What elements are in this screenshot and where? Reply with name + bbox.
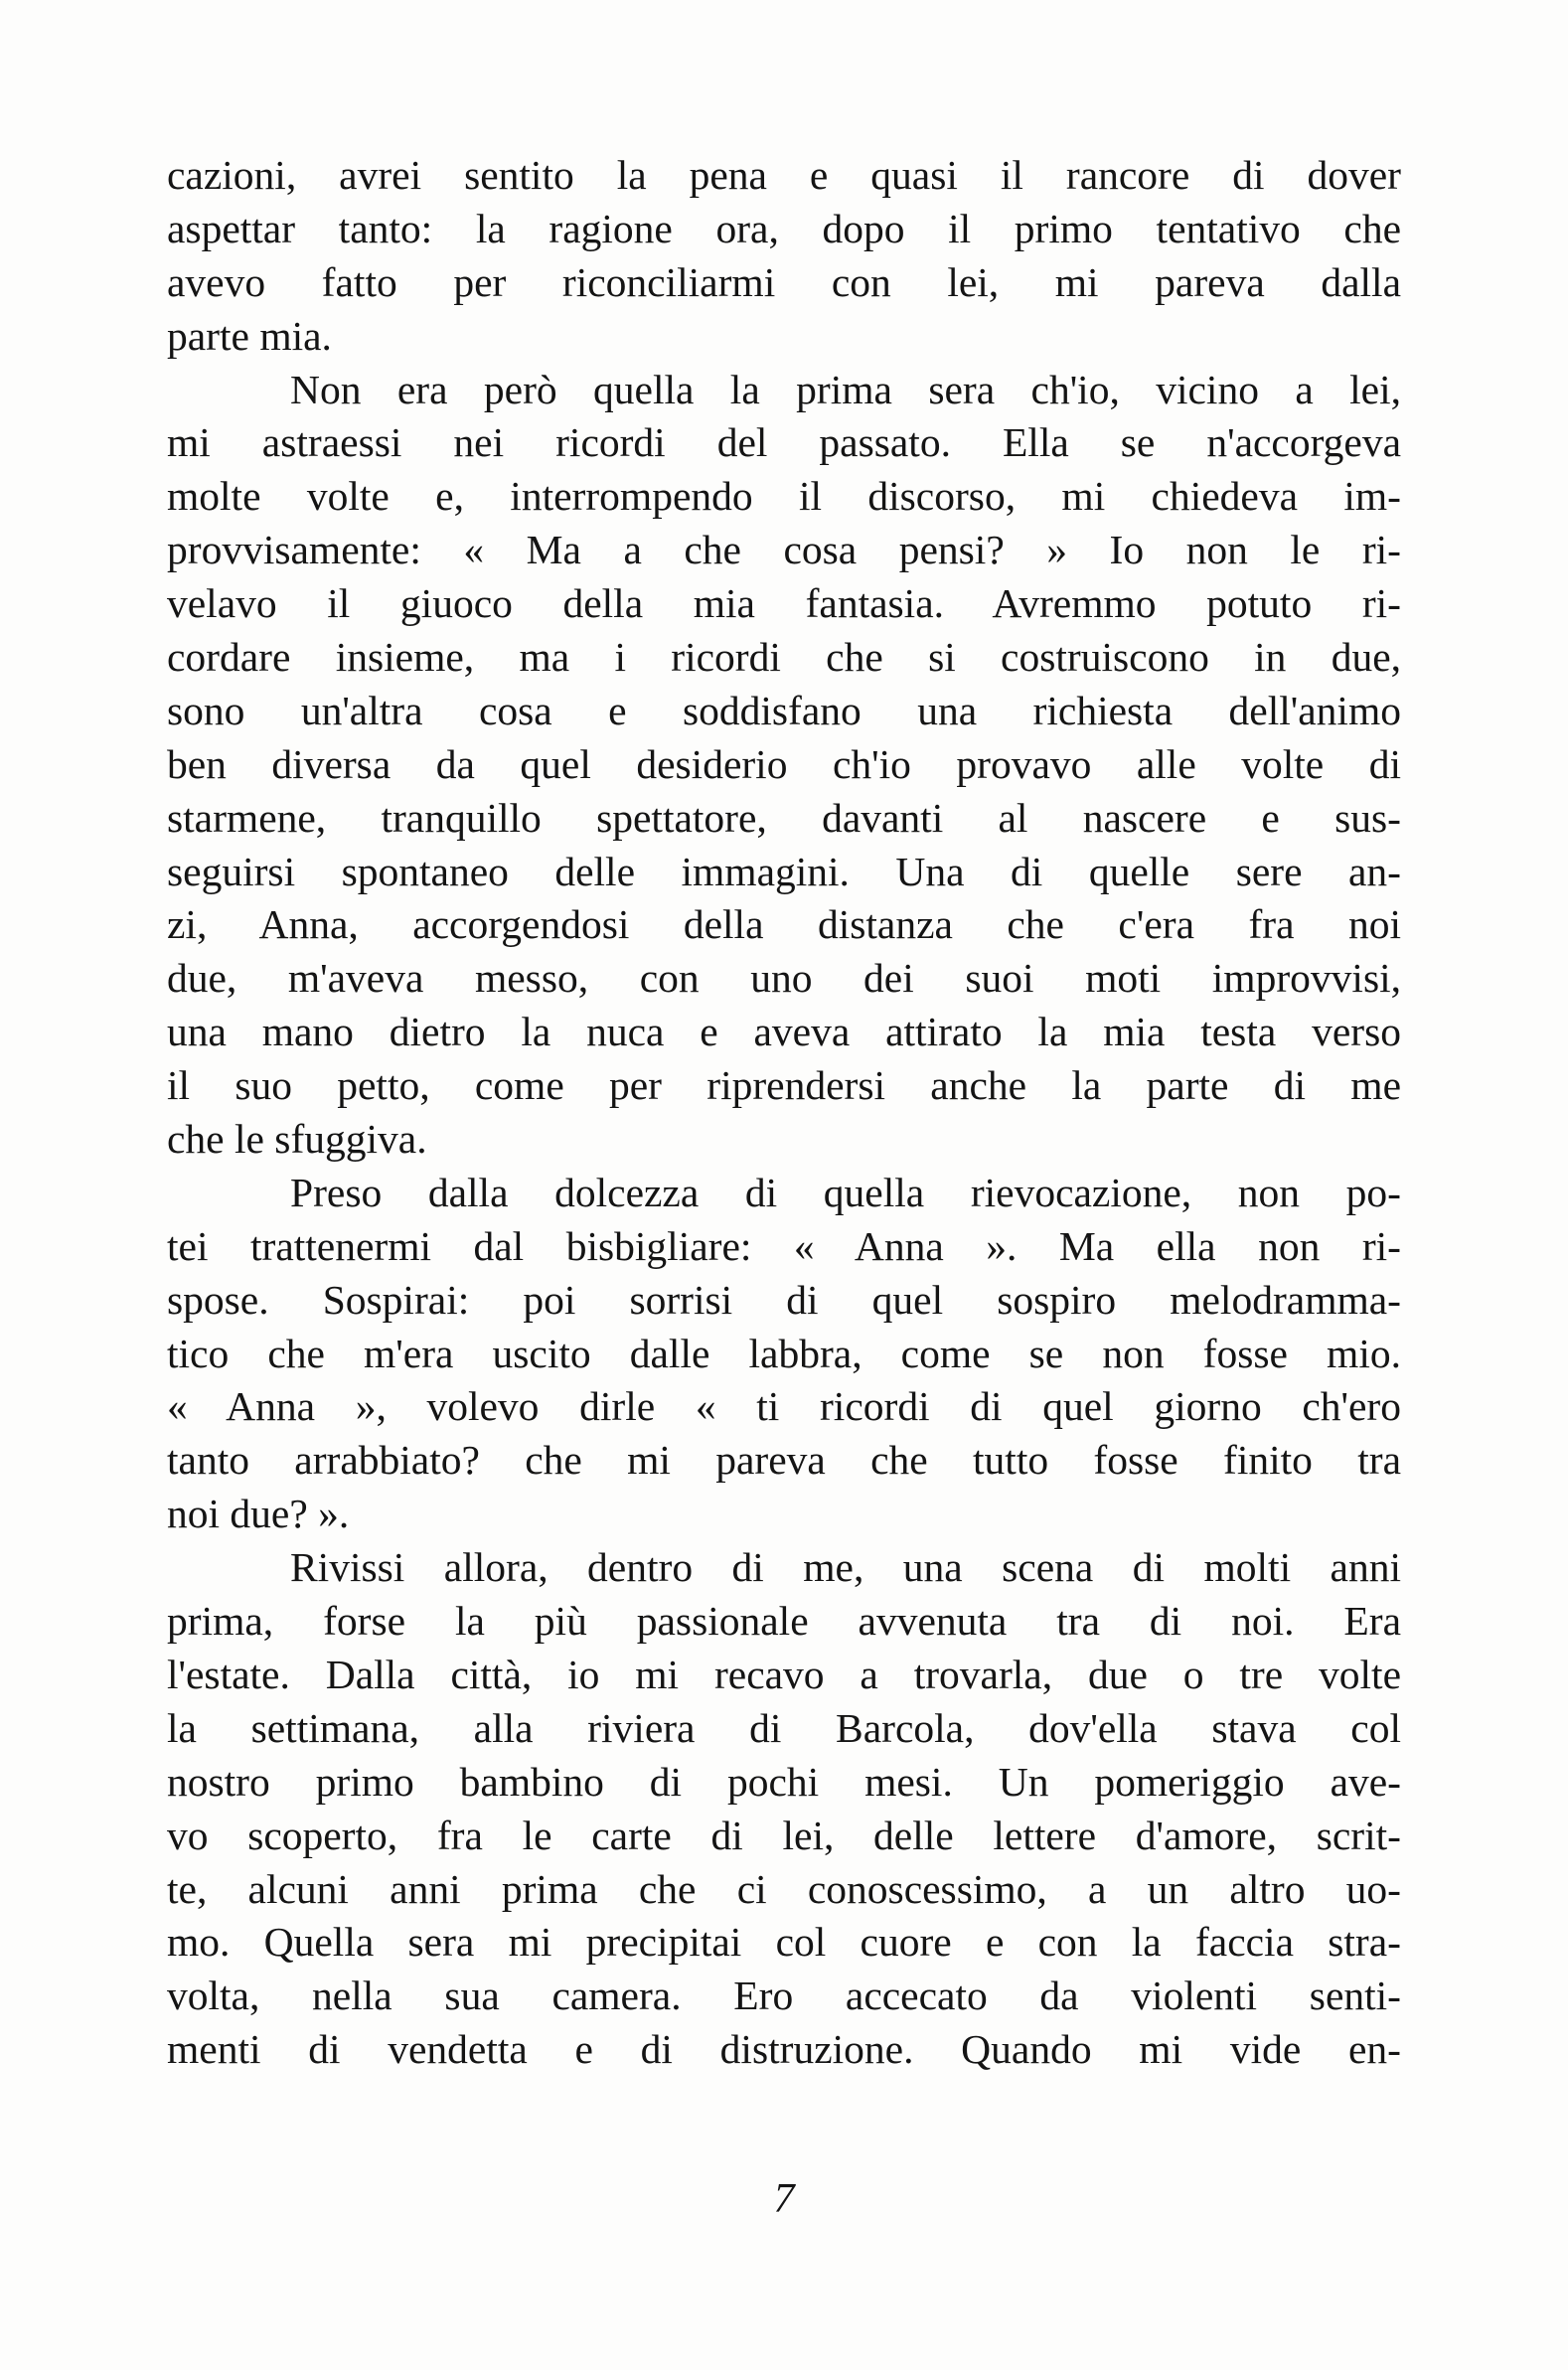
page-number: 7 <box>773 2176 795 2222</box>
text-line: che le sfuggiva. <box>167 1116 427 1163</box>
text-line: Non era però quella la prima sera ch'io, vicino a lei, <box>290 366 1401 412</box>
text-line: due, m'aveva messo, con uno dei suoi moti improvvisi, <box>167 955 1401 1002</box>
text-line: provvisamente: « Ma a che cosa pensi? » Io non le ri- <box>167 527 1401 573</box>
text-line: prima, forse la più passionale avvenuta tra di noi. Era <box>167 1598 1401 1645</box>
text-line: vo scoperto, fra le carte di lei, delle lettere d'amore, scrit- <box>167 1812 1401 1858</box>
text-line: seguirsi spontaneo delle immagini. Una di quelle sere an- <box>167 848 1401 894</box>
text-line: spose. Sospirai: poi sorrisi di quel sospiro melodramma- <box>167 1276 1401 1323</box>
text-line: noi due? ». <box>167 1491 350 1537</box>
text-line: starmene, tranquillo spettatore, davanti al nascere e sus- <box>167 794 1401 841</box>
text-line: la settimana, alla riviera di Barcola, dov'ella stava col <box>167 1704 1401 1751</box>
text-line: l'estate. Dalla città, io mi recavo a trovarla, due o tre volte <box>167 1651 1401 1697</box>
text-line: « Anna », volevo dirle « ti ricordi di quel giorno ch'ero <box>167 1383 1401 1430</box>
text-line: sono un'altra cosa e soddisfano una richiesta dell'animo <box>167 687 1401 733</box>
text-line: avevo fatto per riconciliarmi con lei, mi pareva dalla <box>167 258 1401 305</box>
text-line: molte volte e, interrompendo il discorso, mi chiedeva im- <box>167 473 1401 520</box>
body-text <box>167 149 1401 2077</box>
text-line: velavo il giuoco della mia fantasia. Avremmo potuto ri- <box>167 580 1401 627</box>
text-line: mo. Quella sera mi precipitai col cuore e con la faccia stra- <box>167 1919 1401 1966</box>
text-line: mi astraessi nei ricordi del passato. Ella se n'accorgeva <box>167 419 1401 466</box>
text-line: ben diversa da quel desiderio ch'io provavo alle volte di <box>167 740 1401 787</box>
text-line: Preso dalla dolcezza di quella rievocazione, non po- <box>290 1169 1401 1215</box>
text-line: menti di vendetta e di distruzione. Quando mi vide en- <box>167 2026 1401 2073</box>
text-line: cordare insieme, ma i ricordi che si costruiscono in due, <box>167 634 1401 681</box>
text-line: aspettar tanto: la ragione ora, dopo il primo tentativo che <box>167 205 1401 251</box>
text-line: parte mia. <box>167 312 332 359</box>
text-line: tei trattenermi dal bisbigliare: « Anna ». Ma ella non ri- <box>167 1222 1401 1269</box>
text-line: una mano dietro la nuca e aveva attirato la mia testa verso <box>167 1009 1401 1055</box>
text-line: te, alcuni anni prima che ci conoscessimo, a un altro uo- <box>167 1865 1401 1912</box>
text-line: cazioni, avrei sentito la pena e quasi il rancore di dover <box>167 152 1401 198</box>
text-line: nostro primo bambino di pochi mesi. Un pomeriggio ave- <box>167 1758 1401 1805</box>
text-line: tico che m'era uscito dalle labbra, come se non fosse mio. <box>167 1330 1401 1376</box>
text-line: volta, nella sua camera. Ero accecato da violenti senti- <box>167 1973 1401 2019</box>
text-line: Rivissi allora, dentro di me, una scena di molti anni <box>290 1544 1401 1591</box>
text-line: zi, Anna, accorgendosi della distanza che c'era fra noi <box>167 901 1401 948</box>
text-line: il suo petto, come per riprendersi anche la parte di me <box>167 1062 1401 1109</box>
text-line: tanto arrabbiato? che mi pareva che tutto fosse finito tra <box>167 1437 1401 1484</box>
